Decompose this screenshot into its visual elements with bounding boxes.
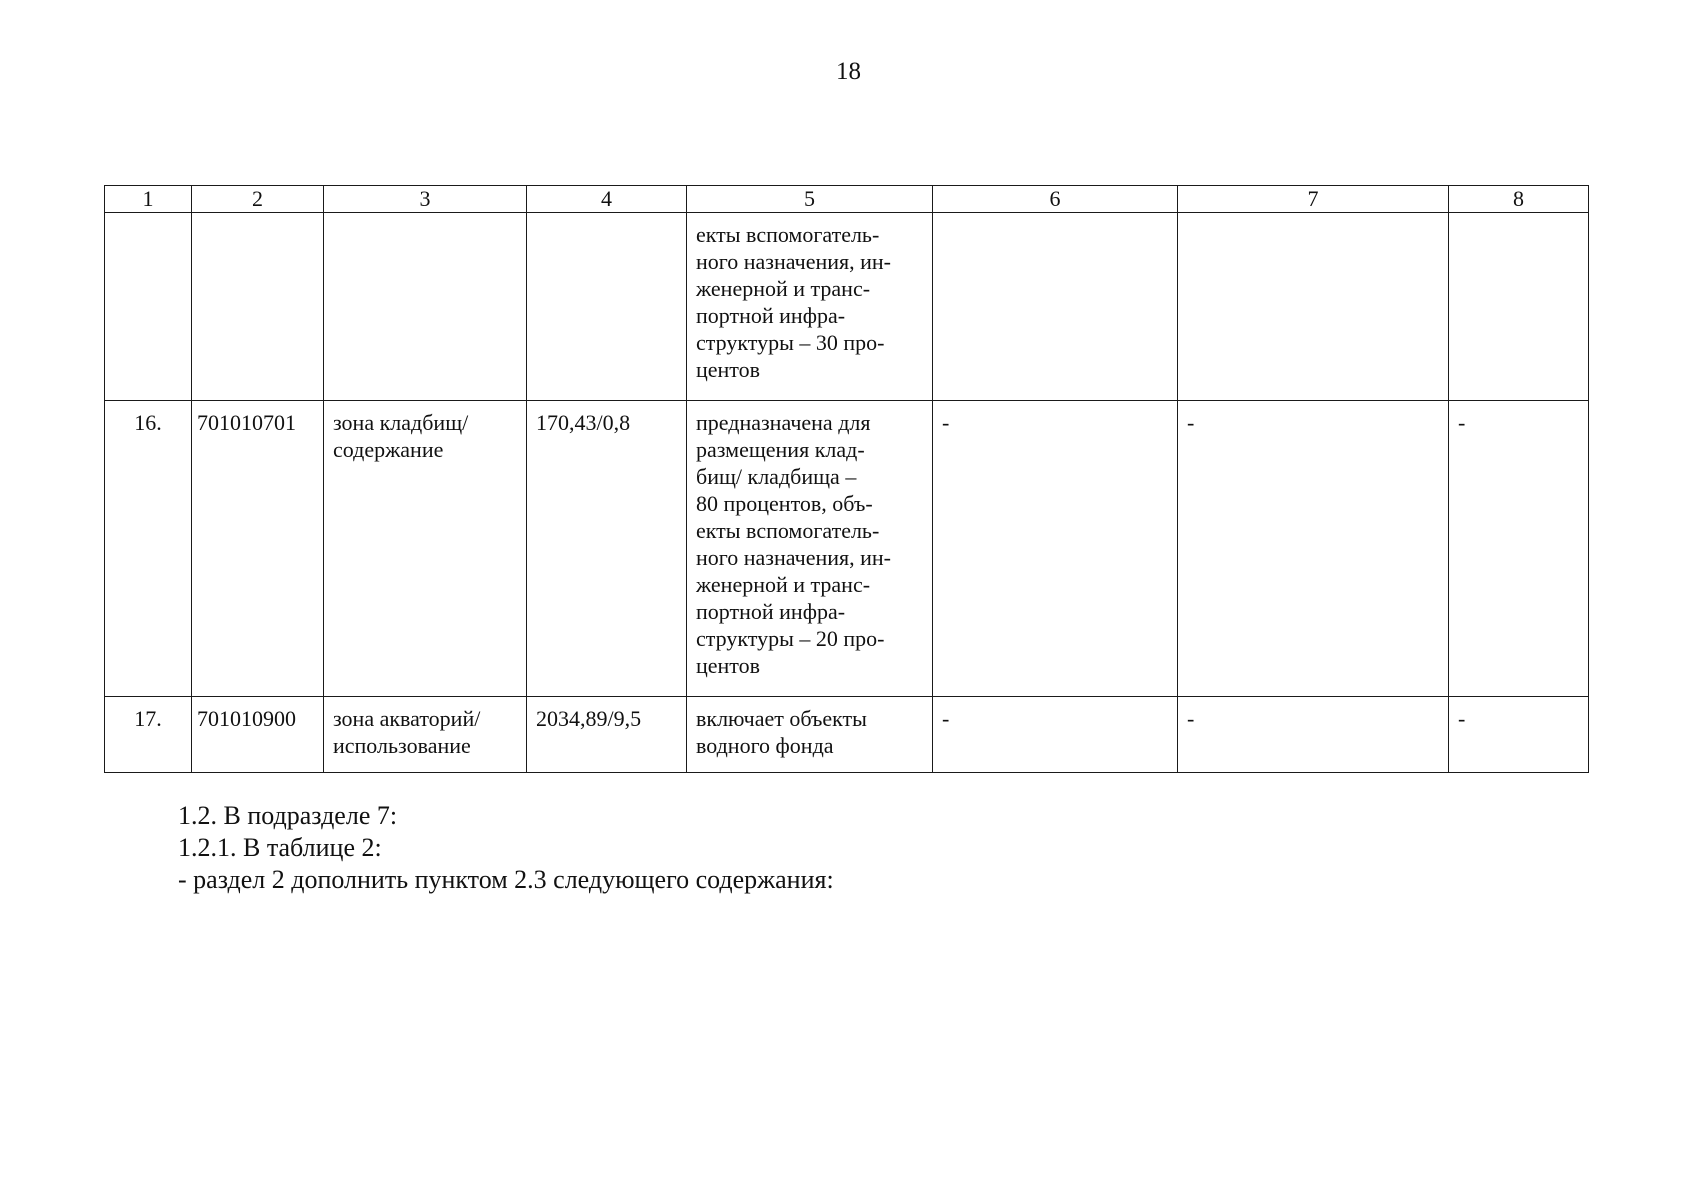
page-number: 18 — [836, 58, 861, 85]
amendment-text — [178, 800, 834, 896]
column-header: 7 — [1178, 186, 1449, 213]
zone-name-cell: зона кладбищ/ содержание — [324, 401, 527, 697]
table-row — [105, 213, 1589, 401]
column-header: 8 — [1449, 186, 1589, 213]
paragraph: - раздел 2 дополнить пунктом 2.3 следующего содержания: — [178, 865, 834, 894]
description-cell: предназначена для размещения клад- бищ/ кладбища – 80 процентов, объ- екты вспомогатель- ного назначения, ин- женерной и транс- портной инфра- структуры – 20 про- центов — [687, 401, 933, 697]
column-header: 2 — [192, 186, 324, 213]
description-cell: включает объекты водного фонда — [687, 697, 933, 773]
col8-cell: - — [1449, 401, 1589, 697]
zone-code-cell — [192, 213, 324, 401]
col6-cell — [933, 213, 1178, 401]
row-number-cell: 16. — [105, 401, 192, 697]
zone-name-cell: зона акваторий/ использование — [324, 697, 527, 773]
col8-cell — [1449, 213, 1589, 401]
row-number-cell — [105, 213, 192, 401]
zones-table — [104, 185, 1589, 773]
column-header: 1 — [105, 186, 192, 213]
col7-cell — [1178, 213, 1449, 401]
column-header: 6 — [933, 186, 1178, 213]
table-row — [105, 697, 1589, 773]
col6-cell: - — [933, 401, 1178, 697]
description-cell: екты вспомогатель- ного назначения, ин- женерной и транс- портной инфра- структуры – 30 про- центов — [687, 213, 933, 401]
column-header: 4 — [527, 186, 687, 213]
zone-code-cell: 701010701 — [192, 401, 324, 697]
zone-name-cell — [324, 213, 527, 401]
col7-cell: - — [1178, 401, 1449, 697]
paragraph: 1.2. В подразделе 7: — [178, 801, 398, 830]
col8-cell: - — [1449, 697, 1589, 773]
area-cell: 2034,89/9,5 — [527, 697, 687, 773]
row-number-cell: 17. — [105, 697, 192, 773]
table-row — [105, 401, 1589, 697]
col6-cell: - — [933, 697, 1178, 773]
column-header: 5 — [687, 186, 933, 213]
col7-cell: - — [1178, 697, 1449, 773]
table-header-row — [105, 186, 1589, 213]
area-cell: 170,43/0,8 — [527, 401, 687, 697]
paragraph: 1.2.1. В таблице 2: — [178, 833, 382, 862]
zone-code-cell: 701010900 — [192, 697, 324, 773]
area-cell — [527, 213, 687, 401]
column-header: 3 — [324, 186, 527, 213]
